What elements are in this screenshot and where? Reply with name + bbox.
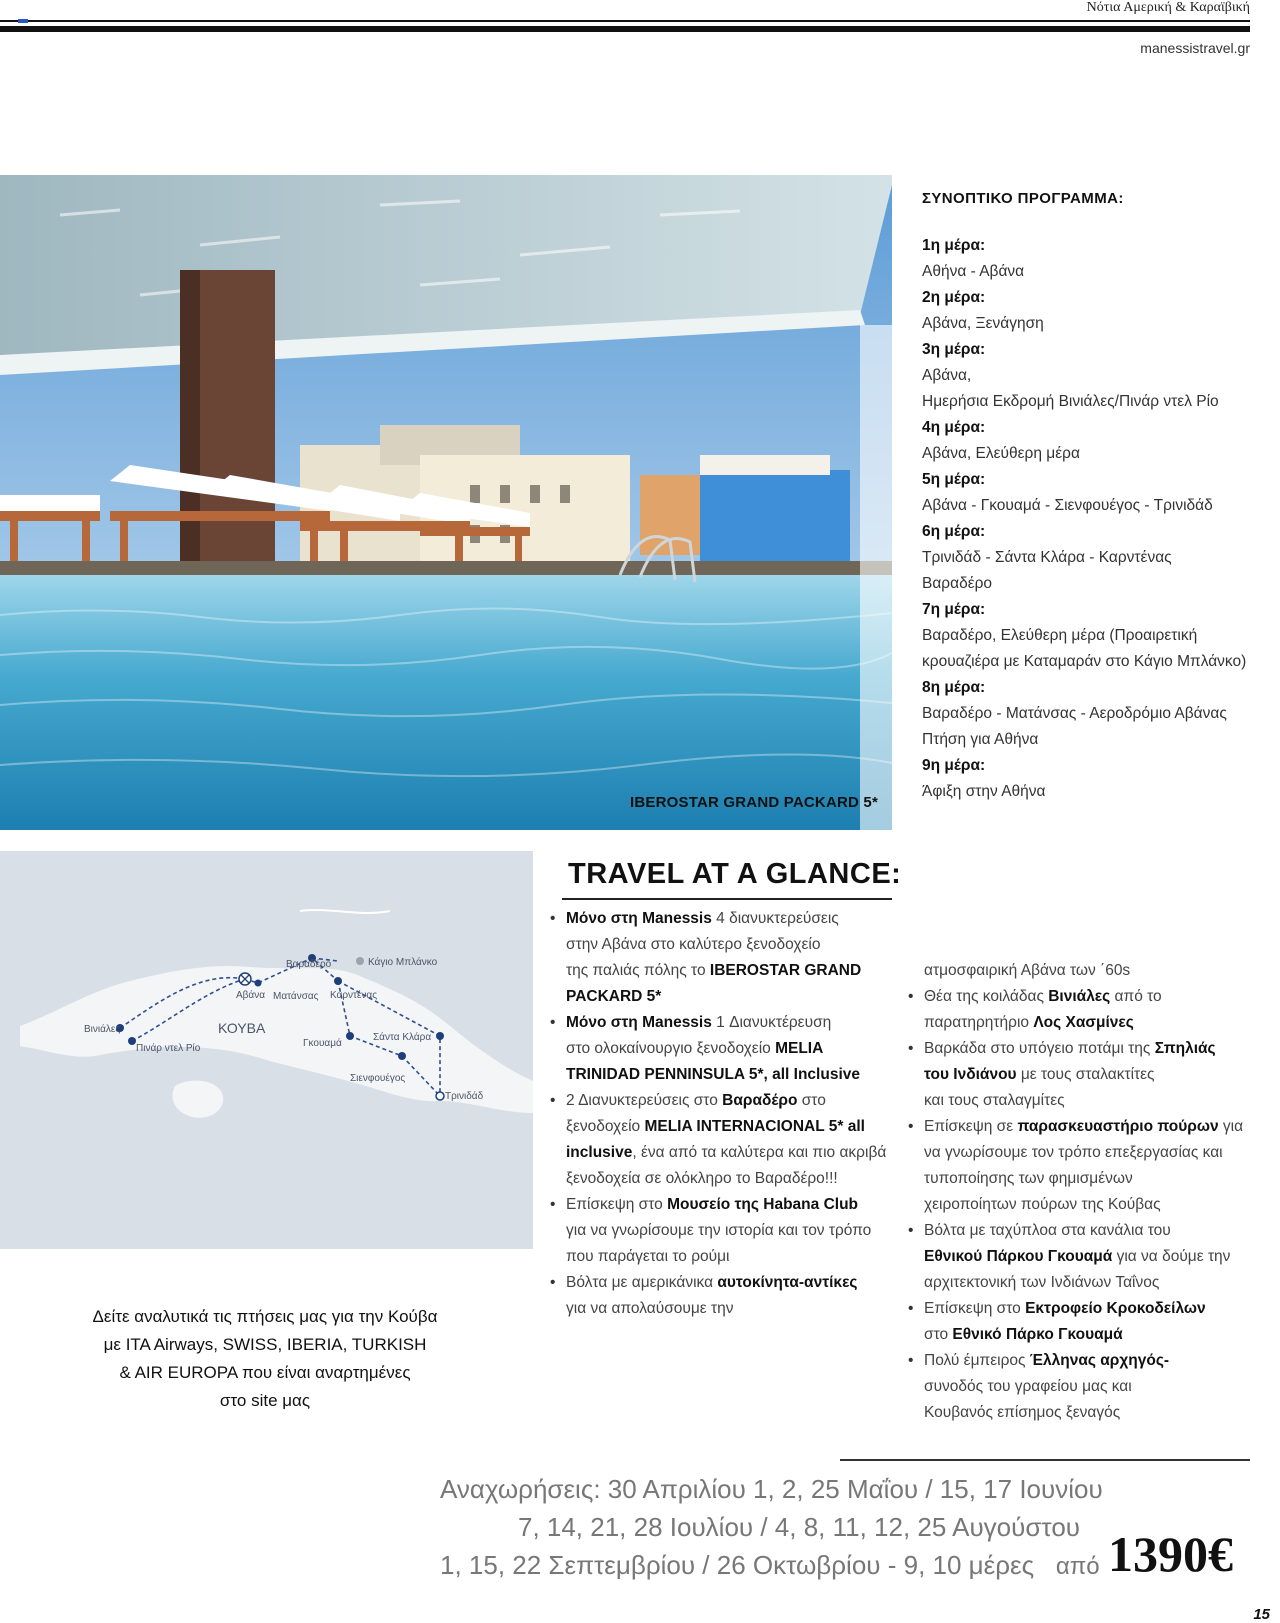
glance-text: Θέα της κοιλάδας: [924, 988, 1049, 1005]
glance-line: [548, 932, 893, 958]
glance-title-rule: [562, 898, 892, 900]
glance-text: Βαρκάδα στο υπόγειο ποτάμι της: [924, 1040, 1155, 1057]
glance-text: συνοδός του γραφείου μας και: [924, 1378, 1132, 1395]
glance-title: TRAVEL AT A GLANCE:: [568, 858, 902, 890]
glance-text-bold: Εκτροφείο Κροκοδείλων: [1025, 1300, 1206, 1317]
itinerary-day-label: 2η μέρα:: [922, 289, 986, 306]
glance-line: [548, 1218, 893, 1244]
glance-line: [906, 1244, 1246, 1270]
glance-text: 2 Διανυκτερεύσεις στο: [566, 1092, 723, 1109]
glance-line: [906, 1270, 1246, 1296]
itinerary-day-text: Αβάνα, Ελεύθερη μέρα: [922, 445, 1080, 462]
itinerary-day-text: Αβάνα - Γκουαμά - Σιενφουέγος - Τρινιδάδ: [922, 497, 1213, 514]
glance-bullet-line: [906, 1296, 1246, 1322]
itinerary-day-label: 4η μέρα:: [922, 419, 986, 436]
glance-line: [548, 1166, 893, 1192]
glance-text: Επίσκεψη στο: [566, 1196, 668, 1213]
glance-text-bold: Μουσείο της Habana Club: [667, 1196, 859, 1213]
glance-text-bold: Βαραδέρο: [722, 1092, 798, 1109]
itinerary-day-label: 3η μέρα:: [922, 341, 986, 358]
itinerary-day-text: Αβάνα, Ξενάγηση: [922, 315, 1044, 332]
glance-text: ξενοδοχεία σε ολόκληρο το Βαραδέρο!!!: [566, 1170, 838, 1187]
itinerary-day-text: Τρινιδάδ - Σάντα Κλάρα - Καρντένας: [922, 549, 1172, 566]
glance-text: παρατηρητήριο: [924, 1014, 1034, 1031]
glance-column-2: [906, 958, 1246, 1426]
glance-text: για να γνωρίσουμε την ιστορία και τον τρόπο: [566, 1222, 872, 1239]
glance-line: [548, 1296, 893, 1322]
map-country-label: ΚΟΥΒΑ: [218, 1020, 266, 1036]
glance-text: στην Αβάνα στο καλύτερο ξενοδοχείο: [566, 936, 821, 953]
glance-line: [906, 1140, 1246, 1166]
glance-text: χειροποίητων πούρων της Κούβας: [924, 1196, 1161, 1213]
price-from-label: από: [1055, 1553, 1100, 1580]
map-label-santa-clara: Σάντα Κλάρα: [373, 1032, 432, 1043]
itinerary-days: [922, 233, 1252, 805]
glance-text: , ένα από τα καλύτερα και πιο ακριβά: [632, 1144, 887, 1161]
itinerary-title: ΣΥΝΟΠΤΙΚΟ ΠΡΟΓΡΑΜΜΑ:: [922, 190, 1124, 207]
glance-text-bold: Μόνο στη Manessis: [566, 1014, 712, 1031]
glance-text: για να απολαύσουμε την: [566, 1300, 734, 1317]
glance-bullet-line: [548, 906, 893, 932]
glance-text: από το: [1110, 988, 1162, 1005]
map-label-vinales: Βινιάλες: [84, 1024, 121, 1035]
itinerary-day-text: Βαραδέρο, Ελεύθερη μέρα (Προαιρετική: [922, 627, 1198, 644]
glance-line: [548, 958, 893, 984]
glance-text: 4 διανυκτερεύσεις: [711, 910, 839, 927]
flights-note-line3: & AIR EUROPA που είναι αναρτημένες: [119, 1363, 411, 1382]
itinerary-day-label: 1η μέρα:: [922, 237, 986, 254]
glance-text: που παράγεται το ρούμι: [566, 1248, 730, 1265]
section-title: Νότια Αμερική & Καραϊβική: [1086, 0, 1250, 15]
glance-text-bold: Εθνικού Πάρκου Γκουαμά: [924, 1248, 1113, 1265]
itinerary-day-text: Βαραδέρο: [922, 575, 993, 592]
glance-text: Βόλτα με αμερικάνικα: [566, 1274, 718, 1291]
glance-line: [906, 1062, 1246, 1088]
itinerary-day-label: 6η μέρα:: [922, 523, 986, 540]
glance-bullet-line: [906, 1218, 1246, 1244]
glance-line: [906, 958, 1246, 984]
glance-column-1: [548, 906, 893, 1322]
glance-text-bold: παρασκευαστήριο πούρων: [1017, 1118, 1219, 1135]
price: 1390€: [1108, 1526, 1233, 1582]
glance-text-bold: Λος Χασμίνες: [1033, 1014, 1134, 1031]
glance-text: αρχιτεκτονική των Ινδιάνων Ταΐνος: [924, 1274, 1160, 1291]
flights-note-line2: με ITA Airways, SWISS, IBERIA, TURKISH: [103, 1335, 427, 1354]
departures-line-2: 7, 14, 21, 28 Ιουλίου / 4, 8, 11, 12, 25 Αυγούστου: [517, 1512, 1080, 1542]
glance-line: [548, 1036, 893, 1062]
glance-text: στο: [924, 1326, 953, 1343]
glance-text-bold: TRINIDAD PENNINSULA 5*, all Inclusive: [566, 1066, 860, 1083]
glance-bullet-line: [906, 1114, 1246, 1140]
glance-text-bold: του Ινδιάνου: [924, 1066, 1017, 1083]
glance-text-bold: Μόνο στη Manessis: [566, 910, 712, 927]
glance-text: Βόλτα με ταχύπλοα στα κανάλια του: [924, 1222, 1171, 1239]
glance-text: της παλιάς πόλης το: [566, 962, 710, 979]
glance-bullet-line: [906, 1348, 1246, 1374]
glance-bullet-line: [548, 1010, 893, 1036]
header-rule-thick: [0, 26, 1250, 32]
map-label-havana: Αβάνα: [236, 990, 265, 1001]
glance-text-bold: MELIA: [775, 1040, 824, 1057]
itinerary-day-label: 5η μέρα:: [922, 471, 986, 488]
glance-text: τυποποίησης των φημισμένων: [924, 1170, 1133, 1187]
glance-line: [548, 1140, 893, 1166]
itinerary-day-text: Αθήνα - Αβάνα: [922, 263, 1025, 280]
itinerary-day-text: Άφιξη στην Αθήνα: [922, 783, 1046, 800]
map-label-cayo-blanco: Κάγιο Μπλάνκο: [368, 957, 438, 968]
page-number: 15: [1253, 1606, 1270, 1623]
glance-text: να γνωρίσουμε τον τρόπο επεξεργασίας και: [924, 1144, 1223, 1161]
header-accent-mark: [18, 19, 28, 23]
glance-line: [906, 1010, 1246, 1036]
itinerary-day-text: Βαραδέρο - Ματάνσας - Αεροδρόμιο Αβάνας: [922, 705, 1227, 722]
glance-line: [906, 1192, 1246, 1218]
glance-text: και τους σταλαγμίτες: [924, 1092, 1065, 1109]
glance-text: στο ολοκαίνουργιο ξενοδοχείο: [566, 1040, 776, 1057]
glance-text-bold: MELIA INTERNACIONAL 5* all: [644, 1118, 865, 1135]
itinerary-day-label: 7η μέρα:: [922, 601, 986, 618]
glance-text: για να δούμε την: [1112, 1248, 1231, 1265]
glance-bullet-line: [906, 1036, 1246, 1062]
itinerary-day-label: 8η μέρα:: [922, 679, 986, 696]
site-url: manessistravel.gr: [1140, 40, 1250, 56]
glance-text: 1 Διανυκτέρευση: [711, 1014, 832, 1031]
flights-note: [60, 1303, 470, 1415]
glance-text-bold: Έλληνας αρχηγός-: [1029, 1352, 1170, 1369]
map-label-cardenas: Καρντένας: [330, 990, 378, 1001]
itinerary-day-text: Ημερήσια Εκδρομή Βινιάλες/Πινάρ ντελ Ρίο: [922, 393, 1219, 410]
glance-text-bold: Βινιάλες: [1048, 988, 1111, 1005]
route-map: [0, 851, 533, 1249]
glance-line: [906, 1374, 1246, 1400]
map-label-guama: Γκουαμά: [303, 1038, 342, 1049]
glance-line: [906, 1166, 1246, 1192]
flights-note-line1: Δείτε αναλυτικά τις πτήσεις μας για την Κούβα: [92, 1307, 438, 1326]
glance-text: ξενοδοχείο: [566, 1118, 645, 1135]
map-label-pinar: Πινάρ ντελ Ρίο: [136, 1043, 201, 1054]
flights-note-line4: στο site μας: [219, 1391, 311, 1410]
glance-line: [906, 1088, 1246, 1114]
glance-text: στο: [797, 1092, 826, 1109]
hotel-photo: [0, 175, 892, 830]
map-label-varadero: Βαραδέρο: [286, 959, 332, 970]
map-label-trinidad: Τρινιδάδ: [445, 1091, 484, 1102]
departures-line-3: [440, 1546, 1100, 1586]
itinerary-day-text: Πτήση για Αθήνα: [922, 731, 1039, 748]
glance-line: [548, 1114, 893, 1140]
glance-line: [906, 1322, 1246, 1348]
glance-text: ατμοσφαιρική Αβάνα των ΄60s: [924, 962, 1131, 979]
glance-text: Πολύ έμπειρος: [924, 1352, 1030, 1369]
itinerary-day-text: Αβάνα,: [922, 367, 972, 384]
glance-text-bold: Εθνικό Πάρκο Γκουαμά: [952, 1326, 1123, 1343]
glance-text-bold: αυτοκίνητα-αντίκες: [717, 1274, 858, 1291]
glance-text: για: [1218, 1118, 1244, 1135]
departures: [440, 1470, 1103, 1586]
map-label-matanzas: Ματάνσας: [273, 991, 319, 1002]
glance-text: Επίσκεψη στο: [924, 1300, 1026, 1317]
departures-rule: [840, 1459, 1250, 1461]
itinerary: [922, 190, 1252, 805]
glance-line: [906, 1400, 1246, 1426]
glance-text: Επίσκεψη σε: [924, 1118, 1018, 1135]
header-rule-thin: [0, 20, 1250, 22]
glance-line: [548, 984, 893, 1010]
glance-bullet-line: [906, 984, 1246, 1010]
glance-text-bold: Σπηλιάς: [1154, 1040, 1216, 1057]
glance-line: [548, 1062, 893, 1088]
itinerary-day-text: κρουαζιέρα με Καταμαράν στο Κάγιο Μπλάνκο): [922, 653, 1247, 670]
glance-bullet-line: [548, 1270, 893, 1296]
glance-line: [548, 1244, 893, 1270]
glance-text-bold: IBEROSTAR GRAND: [709, 962, 862, 979]
departures-line-3-text: 1, 15, 22 Σεπτεμβρίου / 26 Οκτωβρίου - 9, 10 μέρες: [440, 1550, 1035, 1580]
glance-text: με τους σταλακτίτες: [1016, 1066, 1155, 1083]
glance-text-bold: inclusive: [566, 1144, 633, 1161]
hotel-caption: IBEROSTAR GRAND PACKARD 5*: [630, 794, 878, 811]
glance-bullet-line: [548, 1192, 893, 1218]
itinerary-day-label: 9η μέρα:: [922, 757, 986, 774]
glance-text-bold: PACKARD 5*: [566, 988, 662, 1005]
glance-bullet-line: [548, 1088, 893, 1114]
map-label-cienfuegos: Σιενφουέγος: [350, 1073, 406, 1084]
glance-text: Κουβανός επίσημος ξεναγός: [924, 1404, 1121, 1421]
departures-line-1: Αναχωρήσεις: 30 Απριλίου 1, 2, 25 Μαΐου / 15, 17 Ιουνίου: [440, 1474, 1103, 1504]
